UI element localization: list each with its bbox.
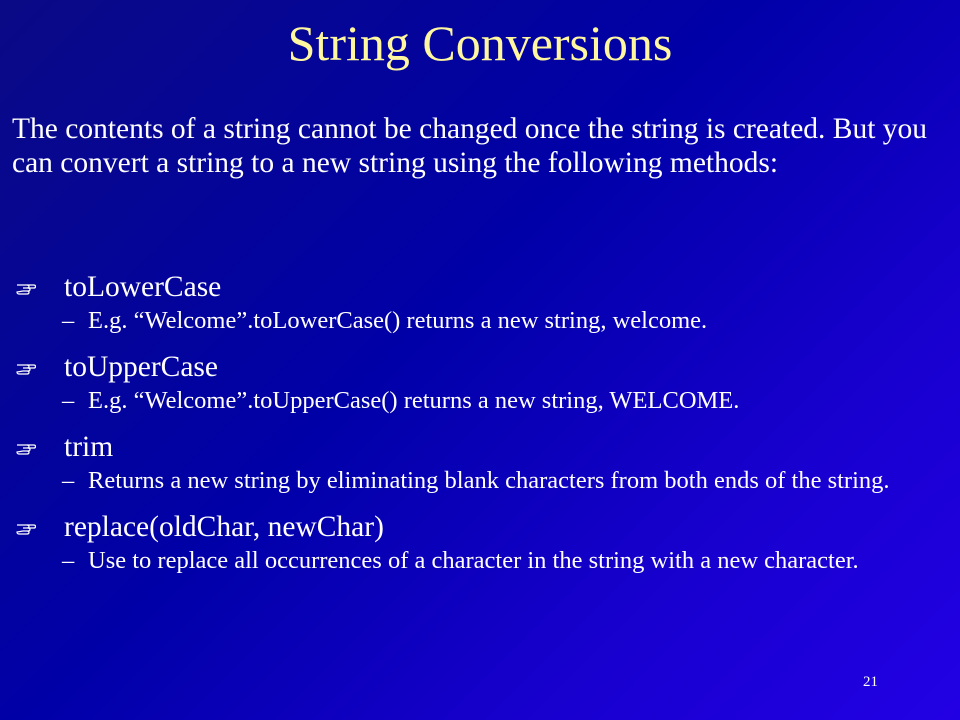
dash-marker: – <box>62 387 75 414</box>
method-description-text: E.g. “Welcome”.toLowerCase() returns a new string, welcome. <box>88 307 708 334</box>
method-item-touppercase <box>0 348 960 414</box>
method-description-text: E.g. “Welcome”.toUpperCase() returns a new string, WELCOME. <box>88 387 740 414</box>
slide-title: String Conversions <box>287 15 673 71</box>
method-description <box>0 468 960 494</box>
pointing-hand-icon <box>16 279 36 297</box>
method-description <box>0 308 960 334</box>
dash-marker: – <box>62 307 75 334</box>
method-item-trim <box>0 428 960 494</box>
method-item-tolowercase <box>0 268 960 334</box>
pointing-hand-icon <box>16 439 36 457</box>
method-heading <box>0 268 960 308</box>
method-item-replace <box>0 508 960 574</box>
method-name: toUpperCase <box>64 351 219 383</box>
page-number: 21 <box>863 674 878 690</box>
pointing-hand-icon <box>16 359 36 377</box>
method-description-text: Use to replace all occurrences of a character in the string with a new character. <box>88 547 859 574</box>
method-name: trim <box>64 431 114 463</box>
method-name: replace(oldChar, newChar) <box>64 511 384 543</box>
method-list <box>0 268 960 588</box>
method-heading <box>0 428 960 468</box>
pointing-hand-icon <box>16 519 36 537</box>
method-description <box>0 548 960 574</box>
method-description <box>0 388 960 414</box>
method-heading <box>0 508 960 548</box>
dash-marker: – <box>62 547 75 574</box>
dash-marker: – <box>62 467 75 494</box>
method-description-text: Returns a new string by eliminating blank characters from both ends of the string. <box>88 467 890 494</box>
method-heading <box>0 348 960 388</box>
intro-paragraph: The contents of a string cannot be changed once the string is created. But you can convert a string to a new string using the following methods: <box>12 113 928 179</box>
method-name: toLowerCase <box>64 271 222 303</box>
